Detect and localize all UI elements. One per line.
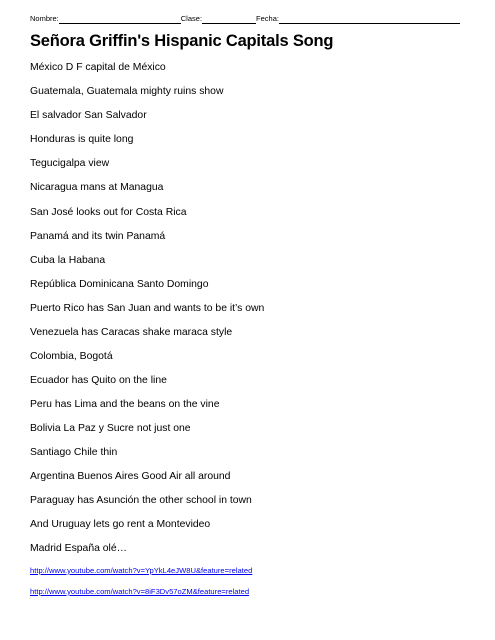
lyric-line: Bolivia La Paz y Sucre not just one — [30, 423, 191, 434]
lyric-line: Argentina Buenos Aires Good Air all around — [30, 471, 231, 482]
lyric-line: Venezuela has Caracas shake maraca style — [30, 327, 233, 338]
lyric-line: Santiago Chile thin — [30, 447, 118, 458]
lyric-line: Madrid España olé… — [30, 543, 128, 554]
lyric-line: Cuba la Habana — [30, 255, 106, 266]
date-label: Fecha: — [256, 14, 279, 23]
lyric-line: México D F capital de México — [30, 62, 166, 73]
song-title: Señora Griffin's Hispanic Capitals Song — [30, 32, 334, 50]
lyric-line: Panamá and its twin Panamá — [30, 231, 166, 242]
lyric-line: Puerto Rico has San Juan and wants to be it’s own — [30, 303, 265, 314]
class-label: Clase: — [180, 14, 203, 23]
youtube-link[interactable]: http://www.youtube.com/watch?v=8iF3Dv57oZM&feature=related — [30, 587, 250, 596]
student-info-header — [30, 14, 466, 24]
name-blank — [59, 15, 181, 24]
lyric-line: Honduras is quite long — [30, 134, 134, 145]
lyric-line: El salvador San Salvador — [30, 110, 147, 121]
date-blank — [279, 15, 460, 24]
lyric-line: Tegucigalpa view — [30, 158, 110, 169]
lyric-line: Paraguay has Asunción the other school in town — [30, 495, 252, 506]
lyric-line: República Dominicana Santo Domingo — [30, 279, 209, 290]
lyric-line: Ecuador has Quito on the line — [30, 375, 167, 386]
lyric-line: Peru has Lima and the beans on the vine — [30, 399, 220, 410]
name-label: Nombre: — [30, 14, 59, 23]
lyric-line: And Uruguay lets go rent a Montevideo — [30, 519, 211, 530]
youtube-link[interactable]: http://www.youtube.com/watch?v=YpYkL4eJW8U&feature=related — [30, 566, 253, 575]
class-blank — [202, 15, 256, 24]
lyric-line: San José looks out for Costa Rica — [30, 207, 187, 218]
lyric-line: Nicaragua mans at Managua — [30, 182, 164, 193]
lyric-line: Guatemala, Guatemala mighty ruins show — [30, 86, 224, 97]
lyric-line: Colombia, Bogotá — [30, 351, 113, 362]
